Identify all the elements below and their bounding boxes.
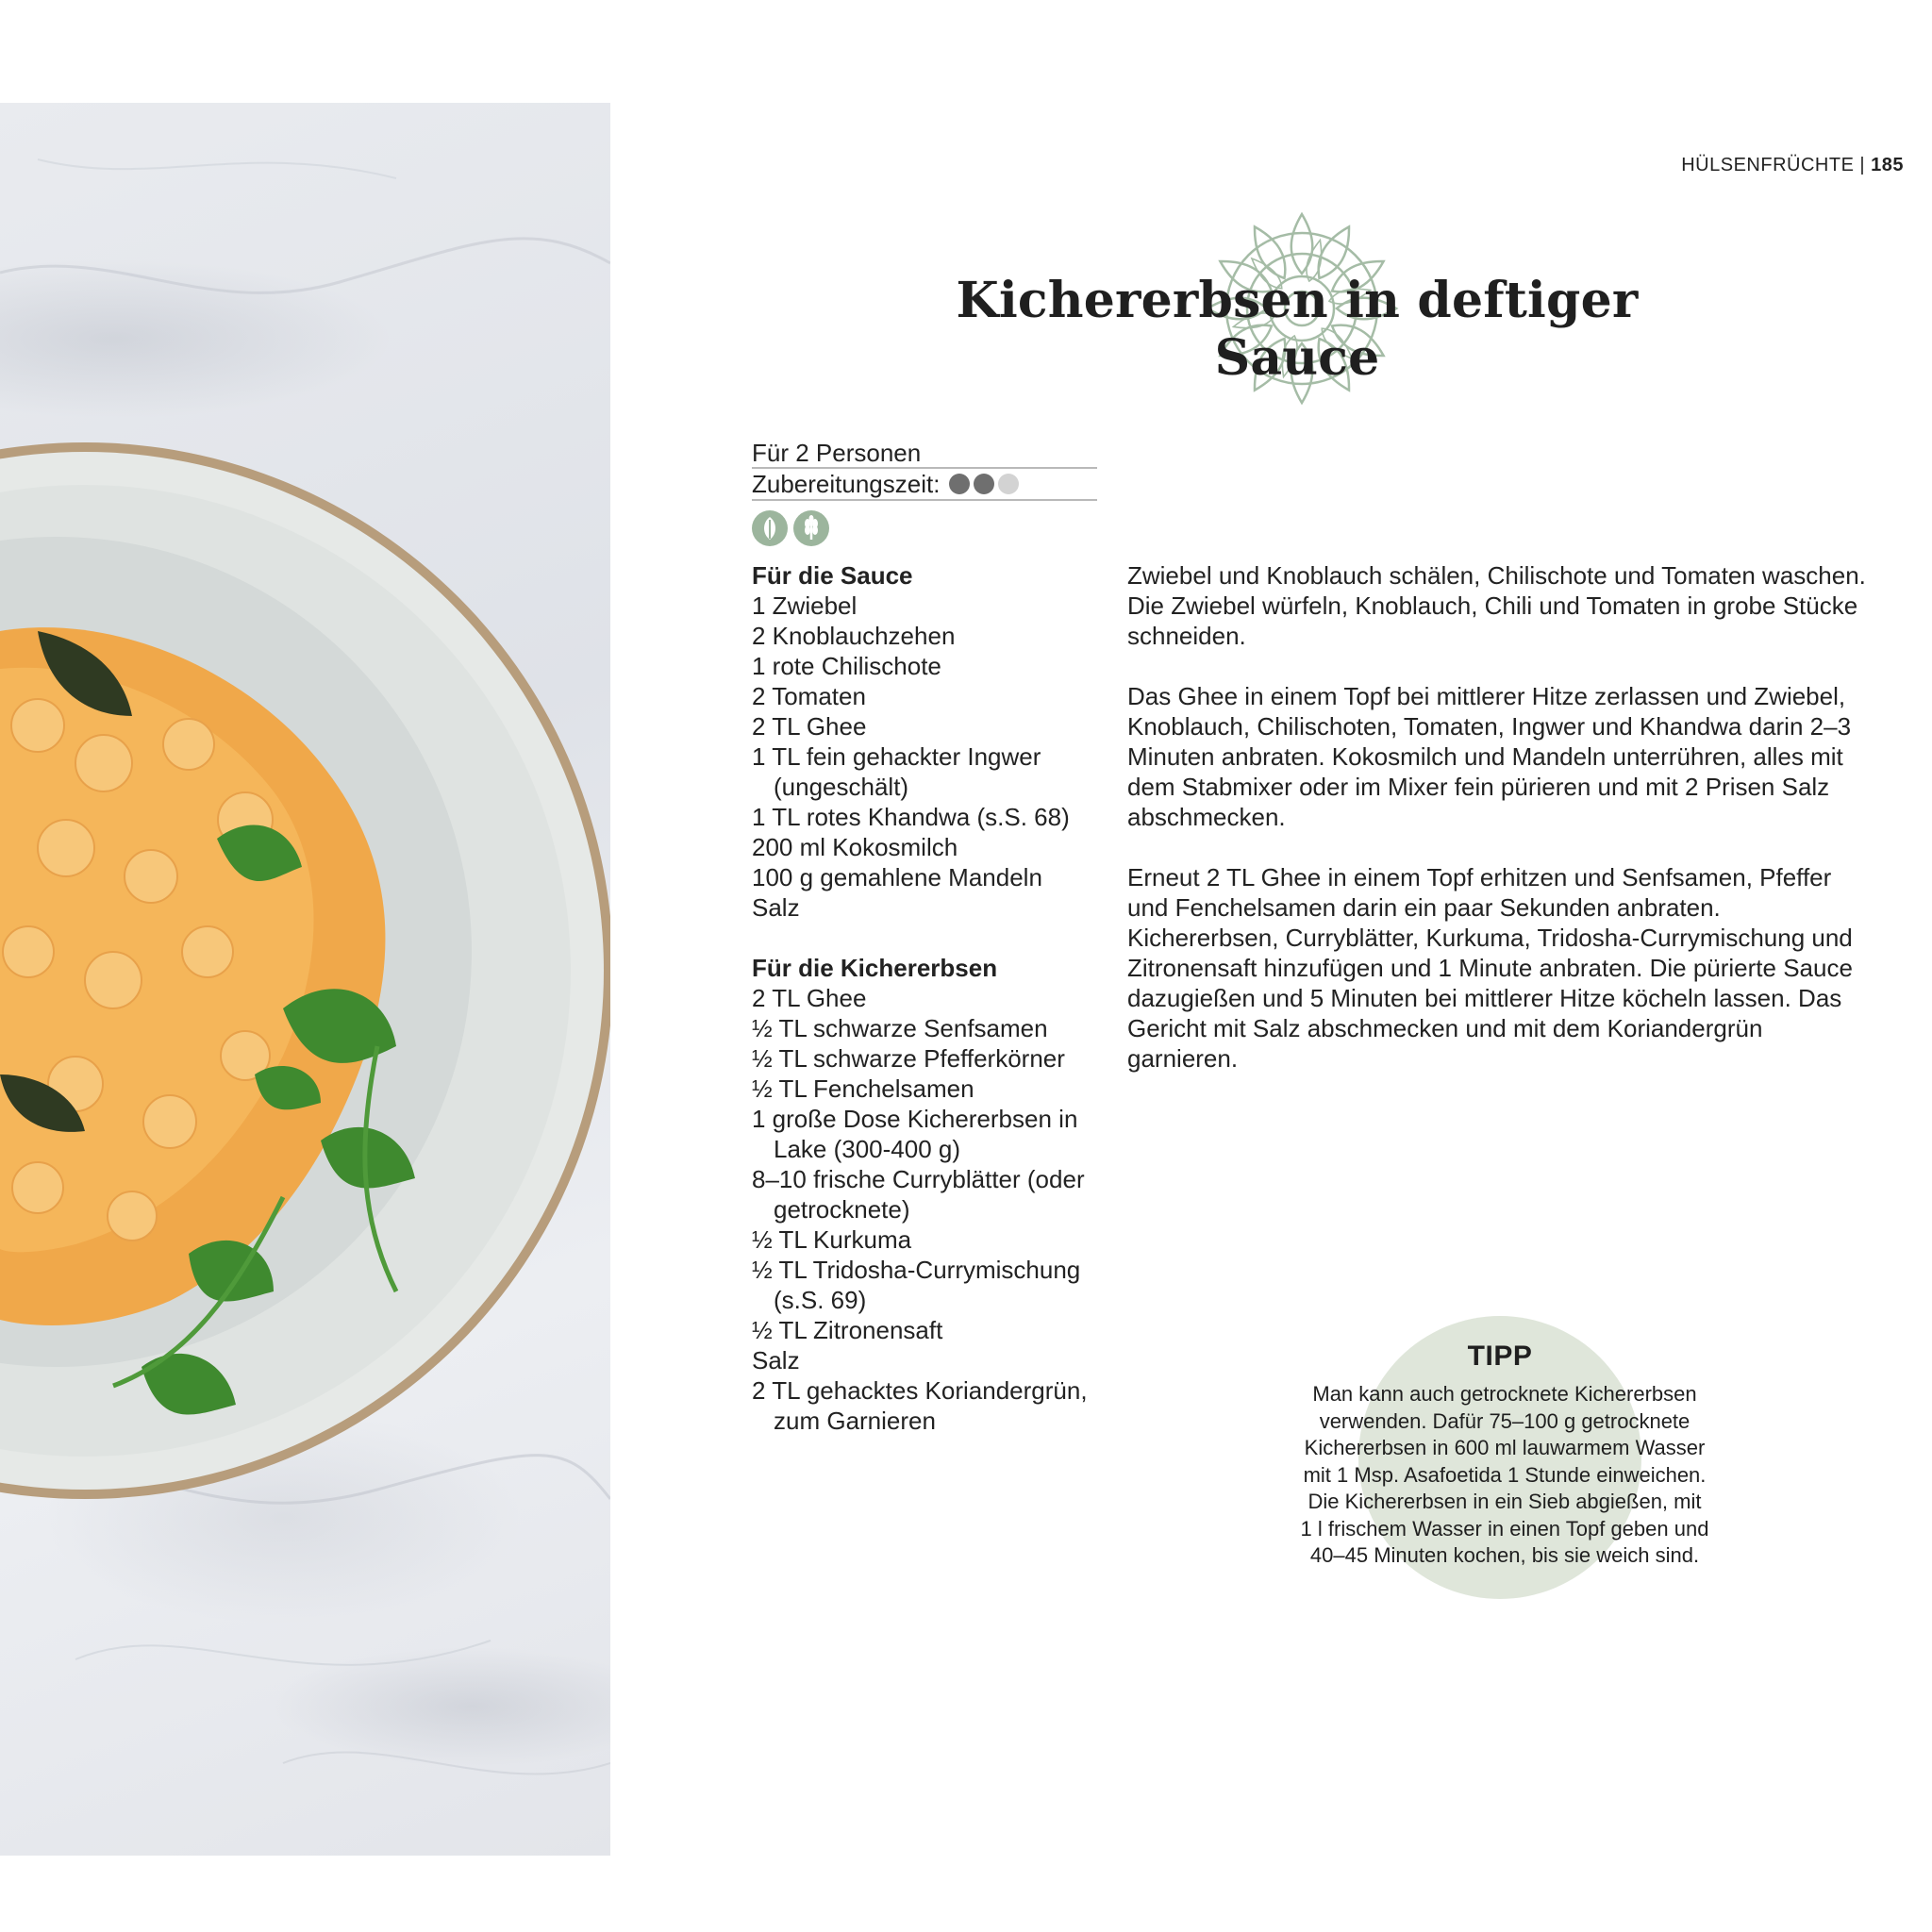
servings: Für 2 Personen (752, 437, 1097, 469)
instruction-step: Erneut 2 TL Ghee in einem Topf erhitzen und Senfsamen, Pfeffer und Fenchelsamen darin ein paar Sekunden anbraten. Kichererbsen, Curryblätter, Kurkuma, Tridosha-Currymischung und Zitronensaft hinzufügen und 1 Minute anbraten. Die pürierte Sauce dazugießen und 5 Minuten bei mittlerer Hitze köcheln lassen. Das Gericht mit Salz abschmecken und mit dem Koriandergrün garnieren. (1127, 863, 1853, 1073)
tip-text (1255, 1381, 1755, 1570)
prep-dot-filled (974, 474, 994, 494)
ingredients-heading-chickpeas: Für die Kichererbsen (752, 954, 998, 982)
page-number: 185 (1871, 155, 1904, 175)
ingredient-item: 1 TL rotes Khandwa (s.S. 68) (752, 803, 1070, 831)
tip-line: Die Kichererbsen in ein Sieb abgießen, mit (1307, 1490, 1702, 1513)
prep-time-rating (949, 474, 1019, 494)
tip-line: mit 1 Msp. Asafoetida 1 Stunde einweichen. (1303, 1462, 1707, 1487)
ingredient-item: 1 große Dose Kichererbsen in Lake (300-400 g) (752, 1105, 1078, 1163)
tip-title: TIPP (1467, 1341, 1533, 1372)
instruction-step: Zwiebel und Knoblauch schälen, Chilischote und Tomaten waschen. Die Zwiebel würfeln, Knoblauch, Chili und Tomaten in grobe Stücke schneiden. (1127, 561, 1866, 650)
recipe-meta (752, 437, 1097, 546)
recipe-title: Kichererbsen in deftiger Sauce (956, 272, 1639, 387)
separator: | (1859, 155, 1866, 175)
wheat-icon (793, 510, 829, 546)
ingredient-item: 8–10 frische Curryblätter (oder getrocknete) (752, 1165, 1085, 1224)
ingredient-item: 200 ml Kokosmilch (752, 833, 958, 861)
ingredient-item: 2 TL Ghee (752, 712, 867, 741)
tip-line: Man kann auch getrocknete Kichererbsen (1312, 1382, 1697, 1406)
ingredient-item: ½ TL Tridosha-Currymischung (s.S. 69) (752, 1256, 1081, 1314)
section-title: HÜLSENFRÜCHTE (1681, 155, 1855, 175)
dish-illustration (0, 103, 610, 1856)
instructions (1127, 560, 1873, 1104)
prep-time-row (752, 469, 1097, 501)
leaf-icon (752, 510, 788, 546)
ingredient-item: 2 TL gehacktes Koriandergrün, zum Garnieren (752, 1376, 1088, 1435)
ingredient-item: ½ TL schwarze Senfsamen (752, 1014, 1048, 1042)
ingredient-item: ½ TL Kurkuma (752, 1225, 912, 1254)
ingredient-item: ½ TL schwarze Pfefferkörner (752, 1044, 1065, 1073)
diet-icons (752, 510, 1097, 546)
ingredients-heading-sauce: Für die Sauce (752, 561, 913, 590)
prep-time-label: Zubereitungszeit: (752, 470, 941, 498)
ingredient-item: 2 TL Ghee (752, 984, 867, 1012)
dish-photo (0, 103, 610, 1856)
ingredient-item: 2 Tomaten (752, 682, 866, 710)
ingredients-list (752, 560, 1110, 1436)
ingredient-item: 2 Knoblauchzehen (752, 622, 956, 650)
tip-line: 40–45 Minuten kochen, bis sie weich sind. (1309, 1543, 1700, 1567)
running-head (1526, 155, 1904, 176)
ingredient-item: 1 TL fein gehackter Ingwer (ungeschält) (752, 742, 1041, 801)
ingredient-item: 100 g gemahlene Mandeln (752, 863, 1042, 891)
ingredient-item: Salz (752, 1346, 800, 1374)
instruction-step: Das Ghee in einem Topf bei mittlerer Hitze zerlassen und Zwiebel, Knoblauch, Chilischoten, Tomaten, Ingwer und Khandwa darin 2–3 Minuten anbraten. Kokosmilch und Mandeln unterrühren, alles mit dem Stabmixer oder im Mixer fein pürieren und mit 2 Prisen Salz abschmecken. (1127, 682, 1852, 831)
tip-line: verwenden. Dafür 75–100 g getrocknete (1319, 1408, 1690, 1433)
tip-line: 1 l frischem Wasser in einen Topf geben und (1300, 1516, 1709, 1541)
prep-dot-filled (949, 474, 970, 494)
prep-dot-empty (998, 474, 1019, 494)
ingredient-item: Salz (752, 893, 800, 922)
ingredient-item: ½ TL Zitronensaft (752, 1316, 943, 1344)
tip-line: Kichererbsen in 600 ml lauwarmem Wasser (1304, 1436, 1706, 1459)
ingredient-item: 1 Zwiebel (752, 591, 858, 620)
ingredient-item: 1 rote Chilischote (752, 652, 941, 680)
ingredient-item: ½ TL Fenchelsamen (752, 1074, 974, 1103)
